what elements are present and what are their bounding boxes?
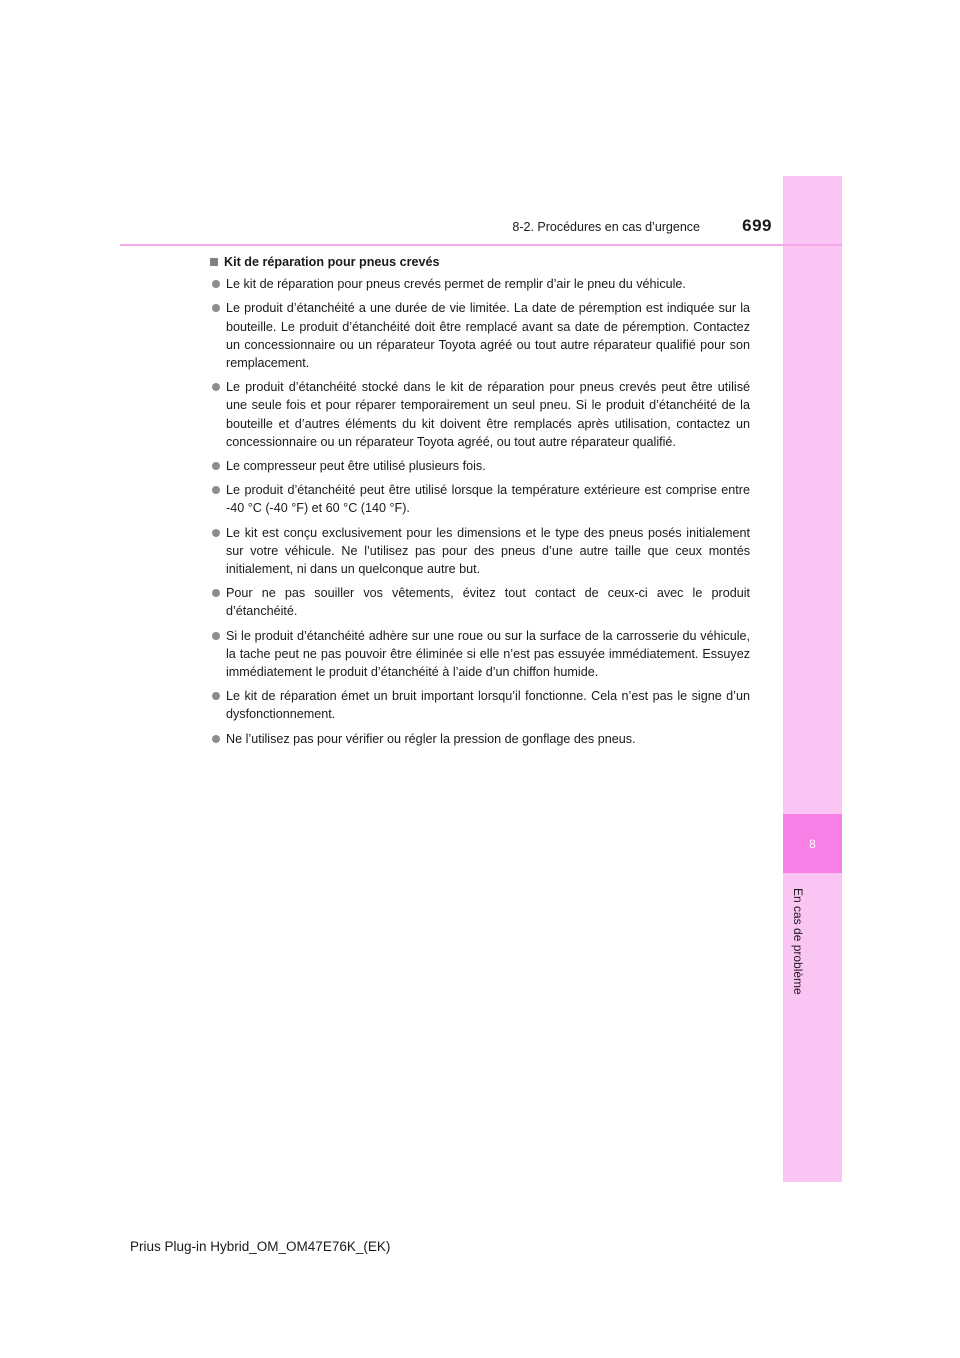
- header-section-title: 8-2. Procédures en cas d’urgence: [512, 220, 700, 234]
- chapter-number: 8: [809, 836, 816, 851]
- section-heading-text: Kit de réparation pour pneus crevés: [224, 255, 440, 269]
- list-item-text: Le compresseur peut être utilisé plusieurs fois.: [226, 459, 486, 474]
- list-item-text: Si le produit d’étanchéité adhère sur une roue ou sur la surface de la carrosserie du véhicule, la tache peut ne pas pouvoir être éliminée si elle n’est pas essuyée immédiatement. Essuyez immédiatement le produit d’étanchéité à l’aide d’un chiffon humide.: [226, 628, 750, 680]
- list-item: [210, 627, 750, 682]
- section-heading: [210, 253, 750, 271]
- square-bullet-icon: [210, 258, 218, 266]
- list-item: [210, 457, 750, 475]
- chapter-title-vertical: En cas de problème: [791, 888, 805, 995]
- list-item-text: Le produit d’étanchéité stocké dans le kit de réparation pour pneus crevés peut être utilisé une seule fois et pour réparer temporairement un seul pneu. Si le produit d’étanchéité de la bouteille et d’autres éléments du kit doivent être remplacés après utilisation, contactez un concessionnaire ou un réparateur Toyota agréé, ou tout autre réparateur qualifié.: [226, 380, 750, 449]
- chapter-side-tab: [783, 176, 842, 1182]
- header-divider: [120, 244, 842, 246]
- list-item-text: Le produit d’étanchéité a une durée de vie limitée. La date de péremption est indiquée sur la bouteille. Le produit d’étanchéité doit être remplacé avant sa date de péremption. Contactez un concessionnaire ou un réparateur Toyota agréé ou tout autre réparateur qualifié pour son remplacement.: [226, 301, 750, 371]
- list-item-text: Pour ne pas souiller vos vêtements, évitez tout contact de ceux-ci avec le produit d’étanchéité.: [226, 586, 750, 619]
- list-item-text: Ne l’utilisez pas pour vérifier ou régler la pression de gonflage des pneus.: [226, 731, 636, 746]
- footer-document-id: Prius Plug-in Hybrid_OM_OM47E76K_(EK): [130, 1239, 391, 1254]
- bullet-dot-icon: [212, 280, 220, 288]
- main-content: [210, 253, 750, 754]
- bullet-dot-icon: [212, 304, 220, 312]
- list-item: [210, 378, 750, 451]
- bullet-dot-icon: [212, 692, 220, 700]
- page-number: 699: [742, 216, 772, 235]
- list-item-text: Le kit de réparation pour pneus crevés permet de remplir d’air le pneu du véhicule.: [226, 277, 686, 292]
- bullet-dot-icon: [212, 735, 220, 743]
- bullet-dot-icon: [212, 383, 220, 391]
- list-item: [210, 275, 750, 293]
- list-item-text: Le kit de réparation émet un bruit important lorsqu’il fonctionne. Cela n’est pas le signe d’un dysfonctionnement.: [226, 689, 750, 722]
- bullet-dot-icon: [212, 632, 220, 640]
- bullet-dot-icon: [212, 529, 220, 537]
- bullet-dot-icon: [212, 486, 220, 494]
- list-item: [210, 481, 750, 517]
- chapter-number-tab: [783, 814, 842, 873]
- list-item-text: Le kit est conçu exclusivement pour les dimensions et le type des pneus posés initialement sur votre véhicule. Ne l’utilisez pas pour des pneus d’une autre taille que ceux montés initialement, ni dans un quelconque autre but.: [226, 525, 750, 577]
- list-item: [210, 687, 750, 723]
- list-item-text: Le produit d’étanchéité peut être utilisé lorsque la température extérieure est comprise entre -40 °C (-40 °F) et 60 °C (140 °F).: [226, 483, 750, 516]
- list-item: [210, 730, 750, 748]
- bullet-list: [210, 275, 750, 748]
- bullet-dot-icon: [212, 589, 220, 597]
- bullet-dot-icon: [212, 462, 220, 470]
- list-item: [210, 524, 750, 579]
- list-item: [210, 584, 750, 620]
- list-item: [210, 299, 750, 372]
